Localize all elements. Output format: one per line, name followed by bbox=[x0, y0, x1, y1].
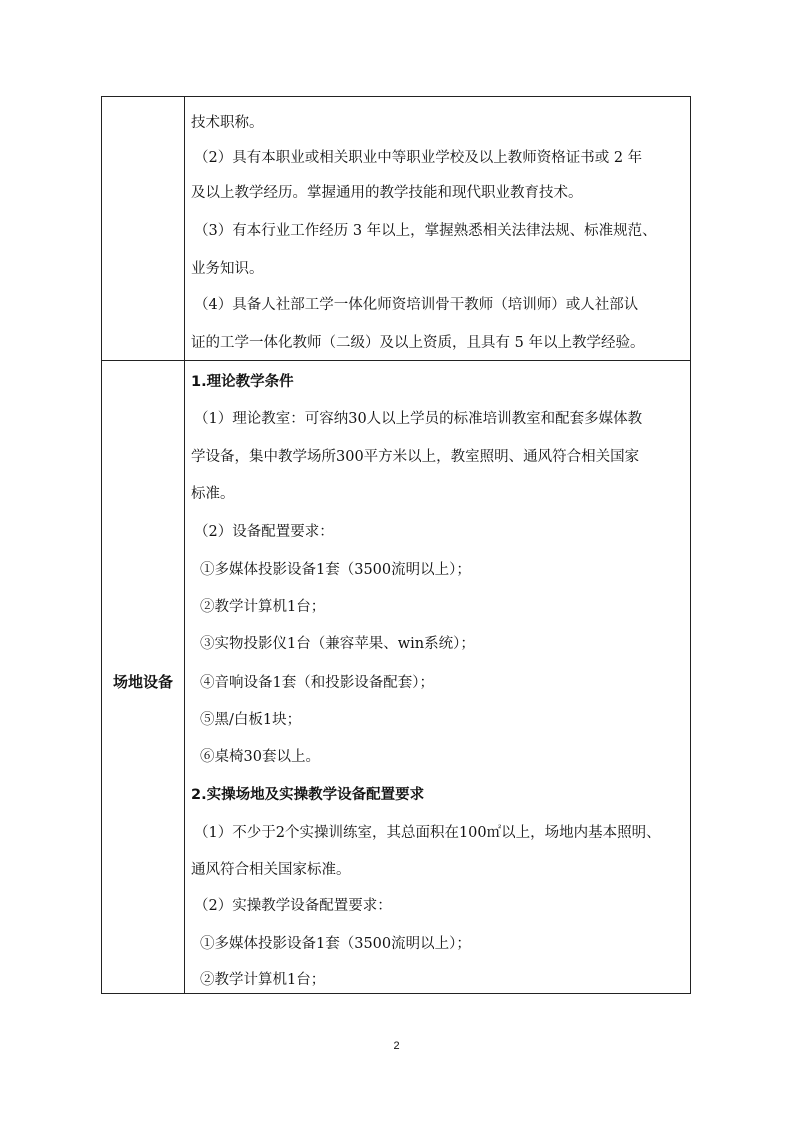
venue-equipment-label: 场地设备 bbox=[112, 673, 173, 691]
column-divider bbox=[184, 97, 185, 993]
equipment-item: ③实物投影仪1台（兼容苹果、win系统）； bbox=[200, 636, 475, 652]
practical-line: （2）实操教学设备配置要求： bbox=[194, 898, 392, 914]
equipment-item: ⑤黑/白板1块； bbox=[200, 712, 302, 728]
theory-line: 标准。 bbox=[191, 486, 235, 502]
practical-line: 通风符合相关国家标准。 bbox=[191, 862, 351, 878]
qualification-line: 证的工学一体化教师（二级）及以上资质，且具有 5 年以上教学经验。 bbox=[191, 335, 645, 351]
qualification-line: （3）有本行业工作经历 3 年以上，掌握熟悉相关法律法规、标准规范、 bbox=[194, 223, 657, 239]
qualification-line: 技术职称。 bbox=[191, 115, 264, 131]
page-number: 2 bbox=[393, 1040, 400, 1052]
equipment-item: ②教学计算机1台； bbox=[200, 972, 326, 988]
theory-line: （2）设备配置要求： bbox=[194, 524, 334, 540]
qualification-line: 业务知识。 bbox=[191, 261, 264, 277]
equipment-item: ①多媒体投影设备1套（3500流明以上）； bbox=[200, 936, 471, 952]
section-heading-theory: 1.理论教学条件 bbox=[191, 374, 294, 390]
theory-line: （1）理论教室：可容纳30人以上学员的标准培训教室和配套多媒体教 bbox=[194, 411, 643, 427]
equipment-item: ②教学计算机1台； bbox=[200, 599, 326, 615]
section-heading-practical: 2.实操场地及实操教学设备配置要求 bbox=[191, 787, 425, 803]
equipment-item: ⑥桌椅30套以上。 bbox=[200, 749, 320, 765]
equipment-item: ④音响设备1套（和投影设备配套）； bbox=[200, 675, 434, 691]
qualification-line: 及以上教学经历。掌握通用的教学技能和现代职业教育技术。 bbox=[191, 185, 583, 201]
practical-line: （1）不少于2个实操训练室，其总面积在100㎡以上，场地内基本照明、 bbox=[194, 825, 661, 841]
row-divider bbox=[102, 360, 690, 361]
qualification-line: （4）具备人社部工学一体化师资培训骨干教师（培训师）或人社部认 bbox=[194, 297, 639, 313]
theory-line: 学设备，集中教学场所300平方米以上，教室照明、通风符合相关国家 bbox=[191, 449, 640, 465]
qualification-line: （2）具有本职业或相关职业中等职业学校及以上教师资格证书或 2 年 bbox=[194, 150, 643, 166]
equipment-item: ①多媒体投影设备1套（3500流明以上）； bbox=[200, 562, 471, 578]
